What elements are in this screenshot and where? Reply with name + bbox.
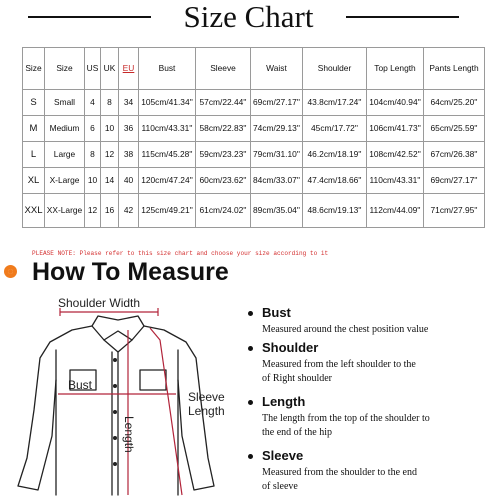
table-cell: 6: [85, 116, 101, 142]
definition-heading: Shoulder: [262, 340, 319, 355]
table-cell: XX-Large: [45, 194, 85, 228]
table-cell: 48.6cm/19.13'': [303, 194, 367, 228]
definition-line: of sleeve: [262, 481, 298, 492]
size-chart-table: [22, 47, 485, 228]
table-row: [23, 168, 485, 194]
definition-text: [262, 358, 484, 386]
title-rule-left: [28, 16, 151, 18]
table-cell: 10: [85, 168, 101, 194]
table-cell: 108cm/42.52'': [367, 142, 424, 168]
table-row: [23, 142, 485, 168]
table-cell: 16: [101, 194, 119, 228]
definition-line: the end of the hip: [262, 427, 332, 438]
table-cell: 115cm/45.28'': [139, 142, 196, 168]
bullet-icon: [248, 400, 253, 405]
header-waist: Waist: [251, 48, 303, 90]
table-cell: 65cm/25.59'': [424, 116, 485, 142]
sleeve-label-line1: Sleeve: [188, 390, 225, 404]
definition-line: of Right shoulder: [262, 373, 332, 384]
table-cell: 110cm/43.31'': [367, 168, 424, 194]
table-cell: 8: [85, 142, 101, 168]
table-cell: 110cm/43.31'': [139, 116, 196, 142]
table-cell: 38: [119, 142, 139, 168]
length-label: Length: [122, 416, 136, 453]
table-cell: Large: [45, 142, 85, 168]
table-cell: L: [23, 142, 45, 168]
table-cell: 104cm/40.94'': [367, 90, 424, 116]
table-cell: 57cm/22.44'': [196, 90, 251, 116]
bullet-icon: [248, 346, 253, 351]
table-cell: 74cm/29.13'': [251, 116, 303, 142]
table-cell: 79cm/31.10'': [251, 142, 303, 168]
table-row: [23, 116, 485, 142]
table-cell: Medium: [45, 116, 85, 142]
definition-heading: Bust: [262, 305, 291, 320]
table-cell: 58cm/22.83'': [196, 116, 251, 142]
table-cell: 10: [101, 116, 119, 142]
table-cell: 125cm/49.21'': [139, 194, 196, 228]
size-note: PLEASE NOTE: Please refer to this size chart and choose your size according to it: [32, 250, 329, 257]
header-sleeve: Sleeve: [196, 48, 251, 90]
definition-text: [262, 323, 484, 337]
title-rule-right: [346, 16, 459, 18]
table-cell: 12: [101, 142, 119, 168]
measurement-diagram: [0, 290, 240, 500]
table-cell: X-Large: [45, 168, 85, 194]
header-bust: Bust: [139, 48, 196, 90]
table-cell: 34: [119, 90, 139, 116]
table-header-row: [23, 48, 485, 90]
bust-label: Bust: [68, 378, 93, 392]
table-cell: 60cm/23.62'': [196, 168, 251, 194]
definition-heading: Sleeve: [262, 448, 304, 463]
header-size-letter: Size: [23, 48, 45, 90]
header-uk: UK: [101, 48, 119, 90]
how-to-measure-heading: [4, 259, 264, 289]
table-cell: 106cm/41.73'': [367, 116, 424, 142]
table-cell: 4: [85, 90, 101, 116]
table-row: [23, 194, 485, 228]
table-cell: 120cm/47.24'': [139, 168, 196, 194]
table-cell: XL: [23, 168, 45, 194]
definition-line: Measured from the left shoulder to the: [262, 359, 416, 370]
table-cell: 36: [119, 116, 139, 142]
definition-text: [262, 466, 484, 494]
table-cell: 69cm/27.17'': [424, 168, 485, 194]
definition-text: [262, 412, 484, 440]
table-cell: 69cm/27.17'': [251, 90, 303, 116]
how-to-measure-title: How To Measure: [32, 258, 229, 286]
table-cell: Small: [45, 90, 85, 116]
table-cell: S: [23, 90, 45, 116]
table-cell: XXL: [23, 194, 45, 228]
header-size-name: Size: [45, 48, 85, 90]
page-title: Size Chart: [183, 0, 314, 34]
table-cell: 89cm/35.04'': [251, 194, 303, 228]
table-cell: 64cm/25.20'': [424, 90, 485, 116]
title-banner: [0, 0, 487, 34]
table-cell: 67cm/26.38'': [424, 142, 485, 168]
shoulder-width-label: Shoulder Width: [58, 296, 141, 310]
header-shoulder: Shoulder: [303, 48, 367, 90]
header-us: US: [85, 48, 101, 90]
table-cell: 42: [119, 194, 139, 228]
table-cell: 40: [119, 168, 139, 194]
table-cell: 84cm/33.07'': [251, 168, 303, 194]
definition-line: Measured from the shoulder to the end: [262, 467, 417, 478]
header-eu: EU: [119, 48, 139, 90]
table-cell: 8: [101, 90, 119, 116]
table-cell: 105cm/41.34'': [139, 90, 196, 116]
table-cell: 46.2cm/18.19'': [303, 142, 367, 168]
table-cell: 61cm/24.02'': [196, 194, 251, 228]
definition-heading: Length: [262, 394, 306, 409]
table-cell: 59cm/23.23'': [196, 142, 251, 168]
sleeve-label-line2: Length: [188, 404, 225, 418]
header-top-length: Top Length: [367, 48, 424, 90]
bullet-icon: [248, 311, 253, 316]
table-cell: 45cm/17.72'': [303, 116, 367, 142]
table-row: [23, 90, 485, 116]
bullet-icon: [248, 454, 253, 459]
orange-dot-icon: [8, 269, 13, 274]
table-cell: 12: [85, 194, 101, 228]
table-cell: 14: [101, 168, 119, 194]
table-cell: 47.4cm/18.66'': [303, 168, 367, 194]
definition-line: Measured around the chest position value: [262, 324, 429, 335]
table-cell: 71cm/27.95'': [424, 194, 485, 228]
table-cell: 112cm/44.09'': [367, 194, 424, 228]
header-pants-length: Pants Length: [424, 48, 485, 90]
table-cell: M: [23, 116, 45, 142]
definition-line: The length from the top of the shoulder to: [262, 413, 430, 424]
table-cell: 43.8cm/17.24'': [303, 90, 367, 116]
